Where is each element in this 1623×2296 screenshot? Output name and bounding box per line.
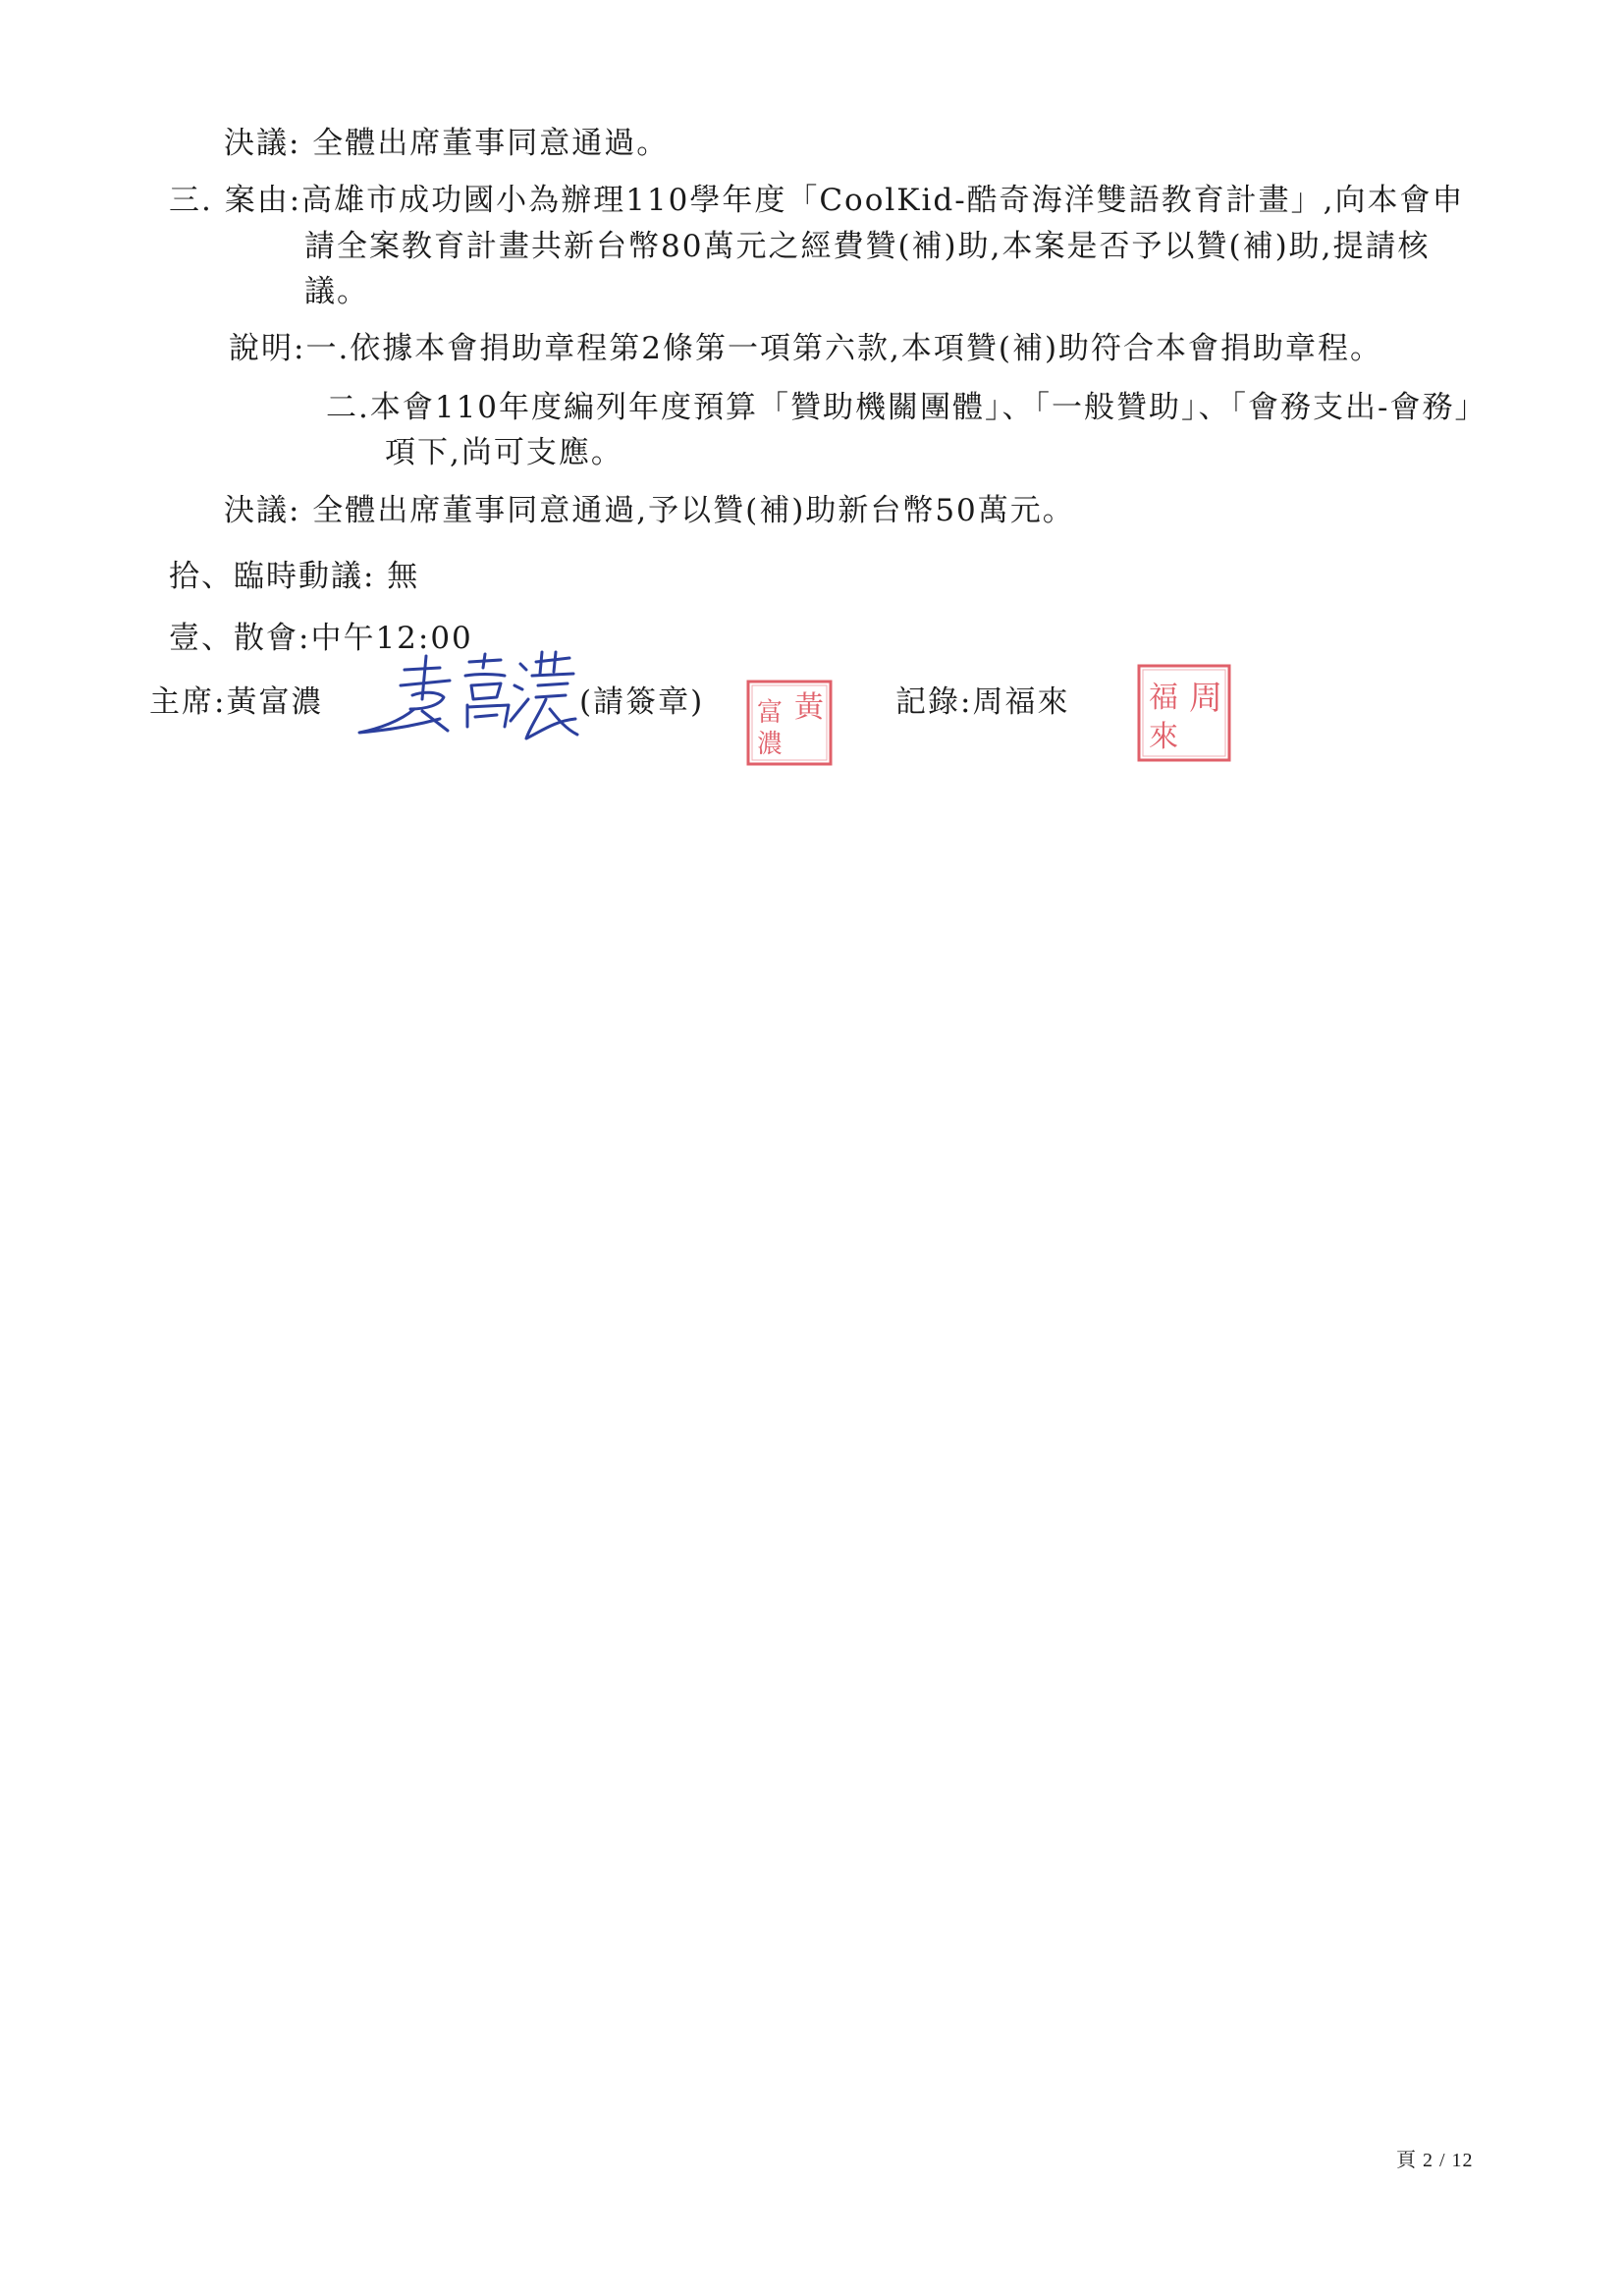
case-3-resolution: 決議: 全體出席董事同意通過,予以贊(補)助新台幣50萬元。 [224, 493, 1075, 528]
case-3-explanation-1: 說明:一.依據本會捐助章程第2條第一項第六款,本項贊(補)助符合本會捐助章程。 [229, 331, 1383, 366]
case-3-line-1: 三. 案由:高雄市成功國小為辦理110學年度「CoolKid-酷奇海洋雙語教育計畫」,向本會申 [169, 183, 1465, 218]
item-11-adjournment: 壹、散會:中午12:00 [169, 621, 473, 656]
chair-seal-char-2: 富 [756, 698, 784, 728]
case-3-line-2: 請全案教育計畫共新台幣80萬元之經費贊(補)助,本案是否予以贊(補)助,提請核 [304, 229, 1431, 264]
sign-and-seal-note: (請簽章) [579, 684, 705, 720]
chair-handwritten-signature [353, 648, 579, 746]
chair-seal-char-3: 濃 [756, 730, 784, 759]
previous-resolution: 決議: 全體出席董事同意通過。 [224, 126, 670, 161]
chair-seal-char-1: 黃 [794, 690, 824, 725]
recorder-seal-char-1: 周 [1189, 679, 1222, 718]
item-10-extempore-motions: 拾、臨時動議: 無 [169, 559, 420, 594]
recorder-seal-char-2: 福 [1149, 681, 1178, 715]
recorder-seal-char-3: 來 [1149, 720, 1178, 754]
recorder-seal [1135, 662, 1233, 764]
page-number: 頁 2 / 12 [1396, 2150, 1474, 2171]
case-3-explanation-2b: 項下,尚可支應。 [385, 435, 623, 470]
case-3-explanation-2a: 二.本會110年度編列年度預算「贊助機關團體」、「一般贊助」、「會務支出-會務」 [326, 390, 1488, 425]
chair-label: 主席:黃富濃 [149, 684, 324, 720]
recorder-label: 記錄:周福來 [895, 684, 1070, 720]
chair-seal [744, 678, 835, 768]
case-3-line-3: 議。 [304, 274, 369, 309]
